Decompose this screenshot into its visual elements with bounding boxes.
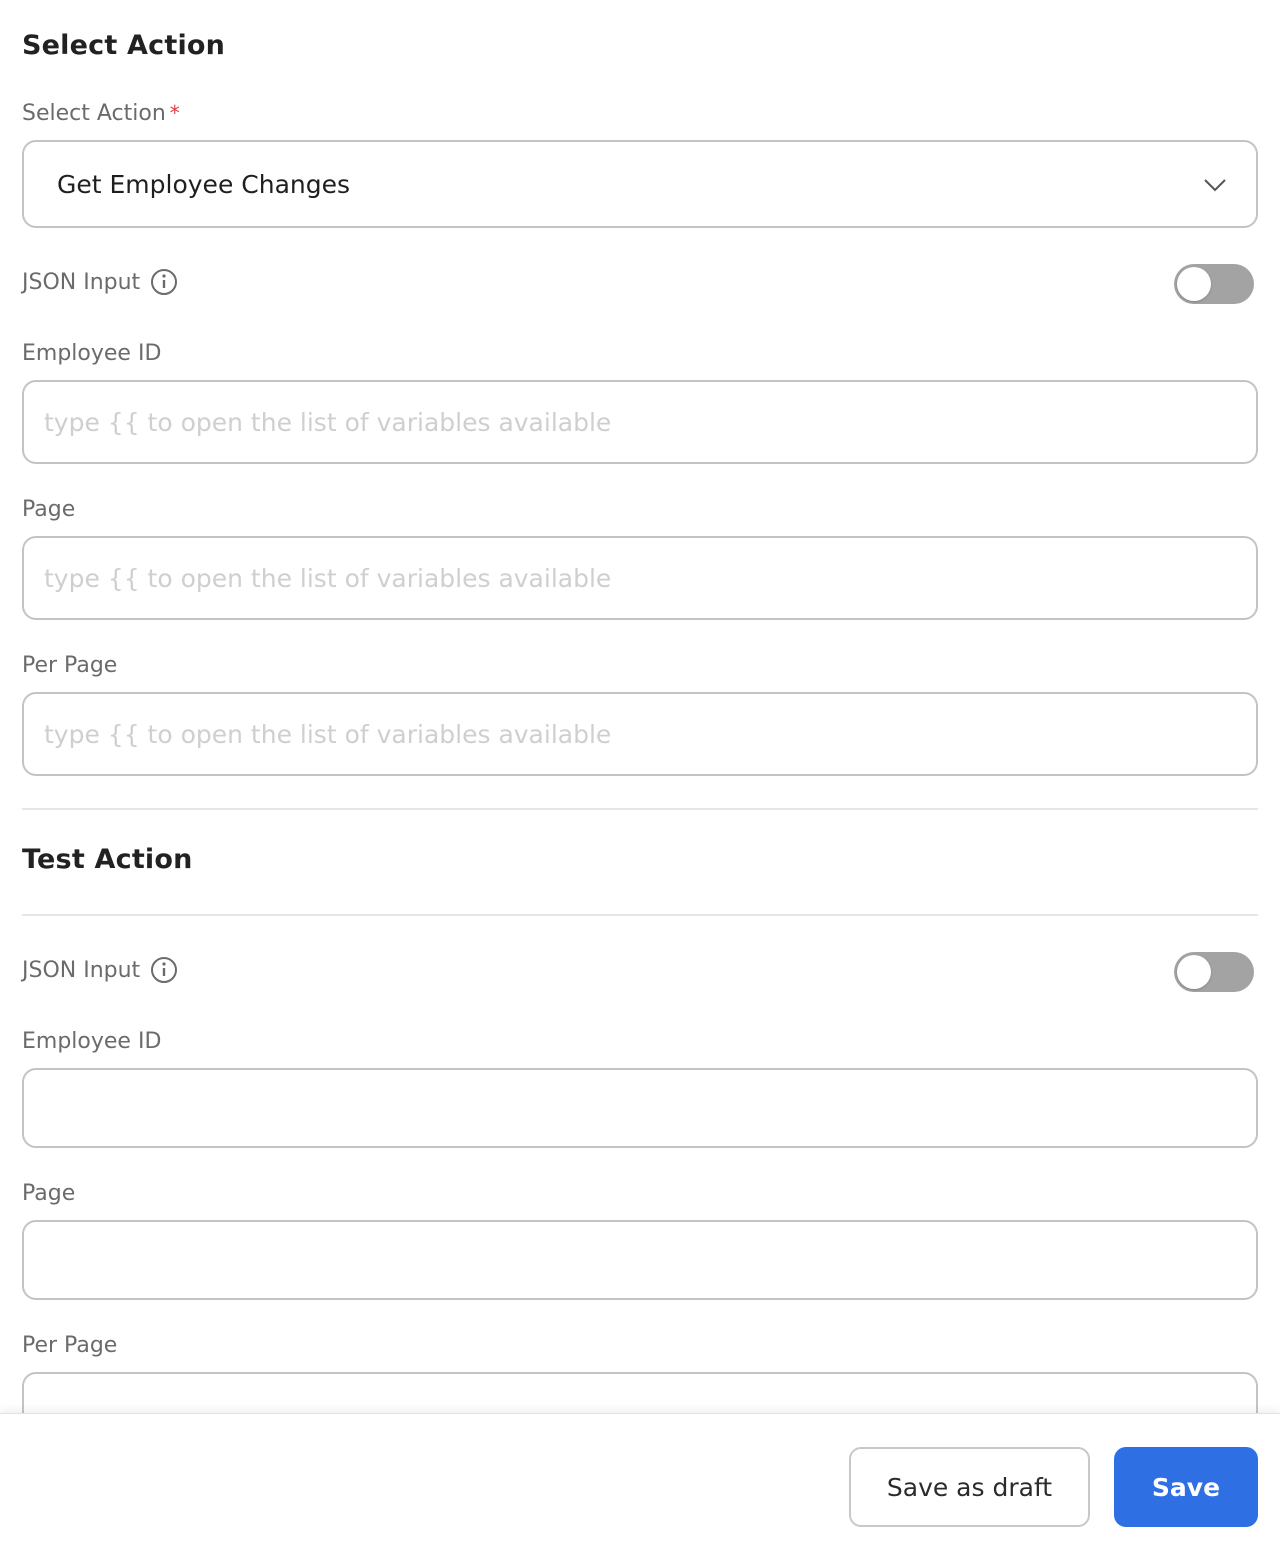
test-header-divider — [22, 914, 1258, 916]
test-json-input-toggle[interactable] — [1174, 952, 1254, 992]
employee-id-input[interactable] — [22, 380, 1258, 464]
toggle-knob — [1177, 955, 1211, 989]
required-mark: * — [169, 101, 180, 125]
select-action-dropdown[interactable] — [22, 140, 1258, 228]
json-input-label — [22, 268, 178, 296]
page-label: Page — [22, 497, 76, 522]
section-divider — [22, 808, 1258, 810]
toggle-knob — [1177, 267, 1211, 301]
select-action-title: Select Action — [22, 30, 226, 61]
json-input-toggle[interactable] — [1174, 264, 1254, 304]
test-per-page-input[interactable] — [22, 1372, 1258, 1413]
page-input[interactable] — [22, 536, 1258, 620]
footer-bar — [0, 1413, 1280, 1544]
save-as-draft-button[interactable]: Save as draft — [849, 1447, 1090, 1527]
test-per-page-label: Per Page — [22, 1333, 118, 1358]
test-json-input-row — [22, 952, 1258, 992]
test-page-label: Page — [22, 1181, 76, 1206]
select-action-value: Get Employee Changes — [57, 169, 351, 199]
select-action-label — [22, 101, 180, 126]
json-input-label-text: JSON Input — [22, 269, 141, 295]
test-action-title: Test Action — [22, 844, 193, 875]
test-employee-id-label: Employee ID — [22, 1029, 162, 1054]
json-input-row — [22, 264, 1258, 304]
employee-id-label: Employee ID — [22, 341, 162, 366]
save-button[interactable]: Save — [1114, 1447, 1258, 1527]
info-icon[interactable] — [150, 956, 178, 984]
chevron-down-icon — [1202, 172, 1228, 198]
test-json-input-label-text: JSON Input — [22, 957, 141, 983]
test-page-input[interactable] — [22, 1220, 1258, 1300]
select-action-label-text: Select Action — [22, 101, 166, 126]
test-employee-id-input[interactable] — [22, 1068, 1258, 1148]
test-json-input-label — [22, 956, 178, 984]
per-page-input[interactable] — [22, 692, 1258, 776]
info-icon[interactable] — [150, 268, 178, 296]
per-page-label: Per Page — [22, 653, 118, 678]
